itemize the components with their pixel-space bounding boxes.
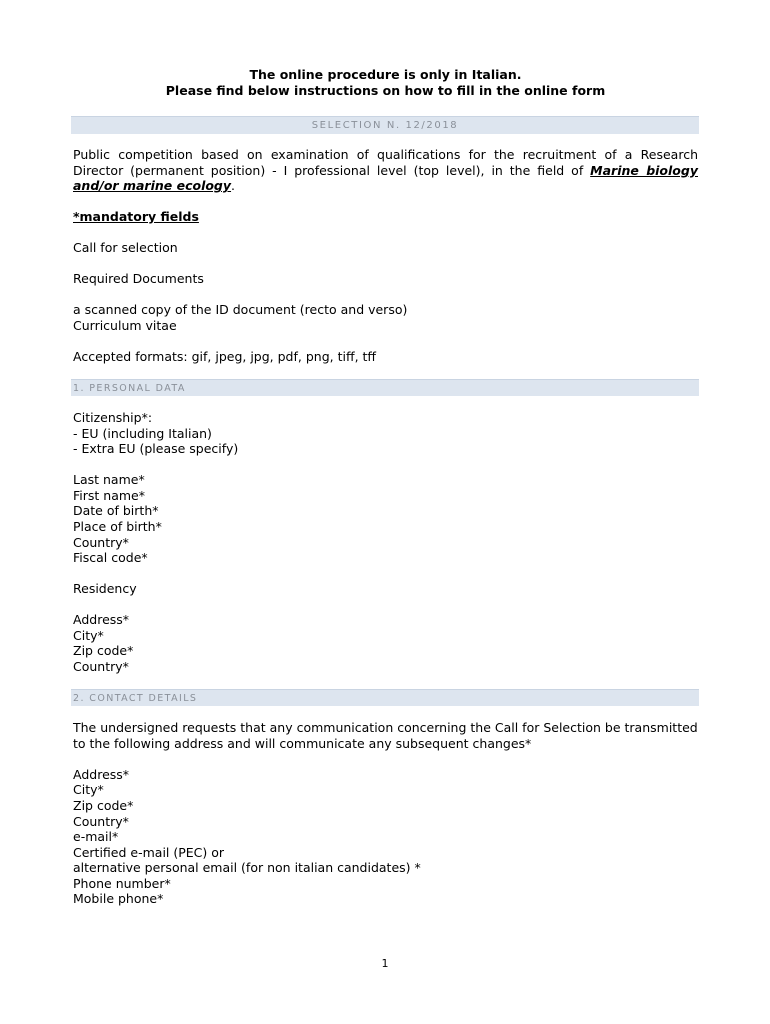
header-line-2: Please find below instructions on how to fill in the online form — [165, 83, 606, 98]
contact-address-field[interactable]: Address* — [73, 767, 130, 782]
mandatory-fields-note: *mandatory fields — [73, 209, 199, 224]
intro-field-emphasis: Marine biology and/or marine ecology — [73, 162, 698, 194]
residency-heading: Residency — [73, 581, 137, 596]
last-name-field[interactable]: Last name* — [73, 472, 145, 487]
residency-country-field[interactable]: Country* — [73, 659, 129, 674]
page-number: 1 — [381, 957, 389, 970]
contact-pec-label: Certified e-mail (PEC) or — [73, 845, 225, 860]
required-document-item: Curriculum vitae — [73, 318, 177, 333]
residency-zip-field[interactable]: Zip code* — [73, 643, 134, 658]
contact-phone-field[interactable]: Phone number* — [73, 876, 171, 891]
required-documents-heading: Required Documents — [73, 271, 204, 286]
residency-address-field[interactable]: Address* — [73, 612, 130, 627]
contact-request-text: The undersigned requests that any communication concerning the Call for Selection be transmitted to the following address and will communicate any subsequent changes* — [73, 720, 698, 751]
country-field[interactable]: Country* — [73, 535, 129, 550]
fiscal-code-field[interactable]: Fiscal code* — [73, 550, 148, 565]
citizenship-option-extra-eu[interactable]: - Extra EU (please specify) — [73, 441, 239, 456]
contact-city-field[interactable]: City* — [73, 782, 104, 797]
contact-mobile-field[interactable]: Mobile phone* — [73, 891, 164, 906]
intro-text: Public competition based on examination of qualifications for the recruitment of a Research Director (permanent position) - I professional level (top level), in the field of — [73, 147, 698, 178]
date-of-birth-field[interactable]: Date of birth* — [73, 503, 159, 518]
intro-text-end: . — [231, 178, 236, 194]
citizenship-label: Citizenship*: — [73, 410, 153, 425]
header-line-1: The online procedure is only in Italian. — [249, 67, 522, 82]
residency-city-field[interactable]: City* — [73, 628, 104, 643]
selection-banner: SELECTION N. 12/2018 — [71, 116, 699, 134]
required-document-item: a scanned copy of the ID document (recto and verso) — [73, 302, 408, 317]
contact-email-field[interactable]: e-mail* — [73, 829, 119, 844]
first-name-field[interactable]: First name* — [73, 488, 145, 503]
contact-zip-field[interactable]: Zip code* — [73, 798, 134, 813]
section-1-heading: 1. PERSONAL DATA — [71, 379, 699, 396]
call-for-selection-link[interactable]: Call for selection — [73, 240, 178, 255]
intro-paragraph — [73, 147, 698, 194]
citizenship-option-eu[interactable]: - EU (including Italian) — [73, 426, 212, 441]
section-2-heading: 2. CONTACT DETAILS — [71, 689, 699, 706]
contact-country-field[interactable]: Country* — [73, 814, 129, 829]
accepted-formats: Accepted formats: gif, jpeg, jpg, pdf, png, tiff, tff — [73, 349, 377, 364]
contact-alt-email-field[interactable]: alternative personal email (for non italian candidates) * — [73, 860, 421, 875]
place-of-birth-field[interactable]: Place of birth* — [73, 519, 162, 534]
